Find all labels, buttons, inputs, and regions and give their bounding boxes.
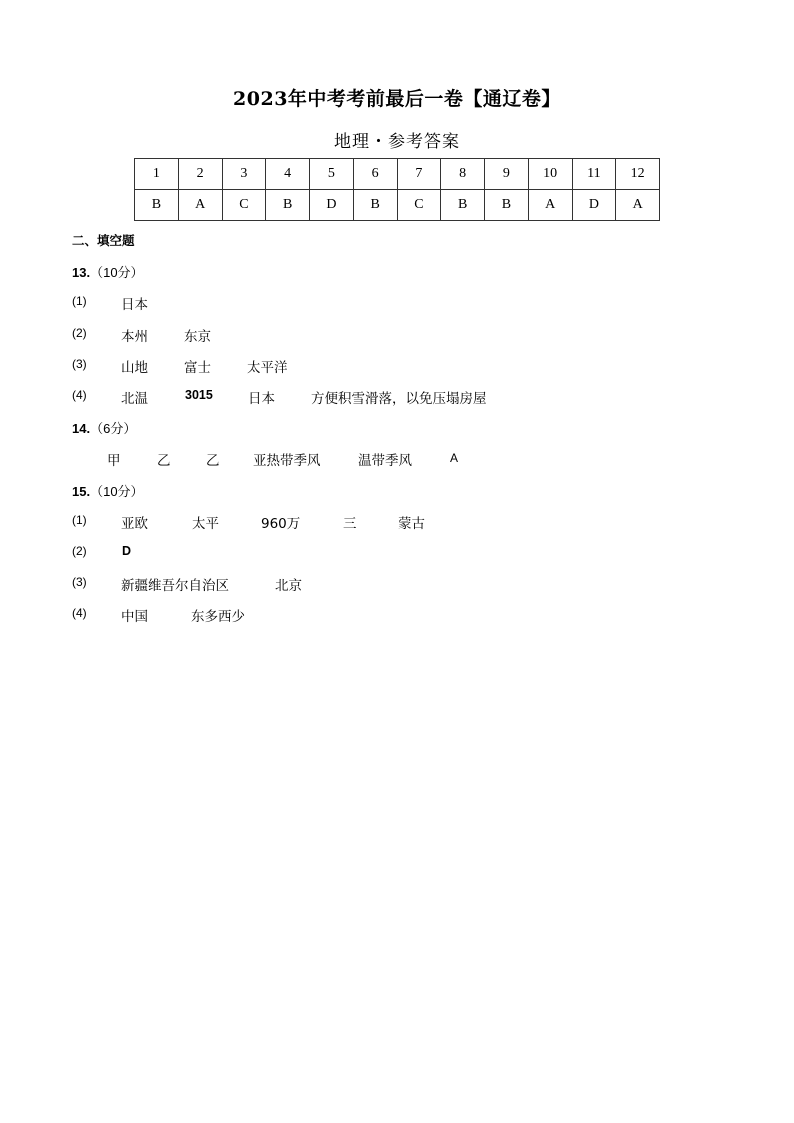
answer-cell: B: [353, 190, 397, 221]
question-number-cell: 10: [528, 159, 572, 190]
part-index: (1): [72, 513, 87, 527]
answer-text: D: [122, 544, 132, 558]
answer-text: 三: [343, 516, 357, 532]
answer-cell: C: [222, 190, 266, 221]
part-index: (2): [72, 544, 87, 558]
question-number: 13: [72, 265, 87, 280]
answer-text: 3015: [185, 388, 213, 402]
answer-cell: A: [528, 190, 572, 221]
page-title: 2023年中考考前最后一卷【通辽卷】: [233, 88, 561, 110]
question-number-cell: 1: [135, 159, 179, 190]
question-number-cell: 8: [441, 159, 485, 190]
answer-text: 亚热带季风: [253, 453, 321, 469]
answer-cell: C: [397, 190, 441, 221]
part-index: (1): [72, 294, 87, 308]
part-index: (4): [72, 388, 87, 402]
part-index: (2): [72, 326, 87, 340]
question-number-cell: 9: [485, 159, 529, 190]
answer-text: 日本: [248, 391, 275, 407]
question-score: （6分）: [90, 421, 137, 436]
answer-cell: B: [135, 190, 179, 221]
page-subtitle: 地理・参考答案: [334, 132, 460, 152]
answer-text: 新疆维吾尔自治区: [121, 578, 229, 594]
question-number-cell: 5: [310, 159, 354, 190]
answer-text: 亚欧: [121, 516, 148, 532]
question-number-cell: 7: [397, 159, 441, 190]
question-number-cell: 11: [572, 159, 616, 190]
section-heading: 二、填空题: [72, 233, 135, 248]
part-index: (3): [72, 575, 87, 589]
part-index: (4): [72, 606, 87, 620]
part-index: (3): [72, 357, 87, 371]
answer-cell: B: [266, 190, 310, 221]
answer-text: 乙: [206, 453, 220, 469]
question-number-cell: 4: [266, 159, 310, 190]
question-number-cell: 3: [222, 159, 266, 190]
answer-cell: D: [572, 190, 616, 221]
answer-text: 山地: [121, 360, 148, 376]
question-number: 14: [72, 421, 87, 436]
answer-text: 960万: [261, 516, 301, 532]
answer-text: 东多西少: [191, 609, 245, 625]
answer-cell: B: [441, 190, 485, 221]
answer-cell: B: [485, 190, 529, 221]
answer-text: 北京: [275, 578, 302, 594]
answer-cell: A: [616, 190, 660, 221]
answer-text: 北温: [121, 391, 148, 407]
answer-table: [134, 158, 660, 221]
answer-text: 乙: [157, 453, 171, 469]
question-number: 15: [72, 484, 87, 499]
answer-text: 中国: [121, 609, 148, 625]
question-score: （10分）: [90, 265, 144, 280]
answer-text: 温带季风: [358, 453, 412, 469]
answer-text: 甲: [107, 453, 121, 469]
answer-table-number-row: [135, 159, 660, 190]
answer-text: 本州: [121, 329, 148, 345]
answer-text: 太平洋: [247, 360, 288, 376]
answer-table-answer-row: [135, 190, 660, 221]
answer-text: 富士: [184, 360, 211, 376]
question-number-cell: 6: [353, 159, 397, 190]
question-number-cell: 12: [616, 159, 660, 190]
answer-text: 蒙古: [398, 516, 425, 532]
answer-cell: A: [178, 190, 222, 221]
answer-text: 太平: [192, 516, 219, 532]
answer-text: 东京: [184, 329, 211, 345]
answer-text: 日本: [121, 297, 148, 313]
answer-text: 方便积雪滑落，以免压塌房屋: [311, 391, 487, 407]
answer-cell: D: [310, 190, 354, 221]
question-score: （10分）: [90, 484, 144, 499]
question-number-cell: 2: [178, 159, 222, 190]
answer-text: A: [450, 451, 459, 465]
